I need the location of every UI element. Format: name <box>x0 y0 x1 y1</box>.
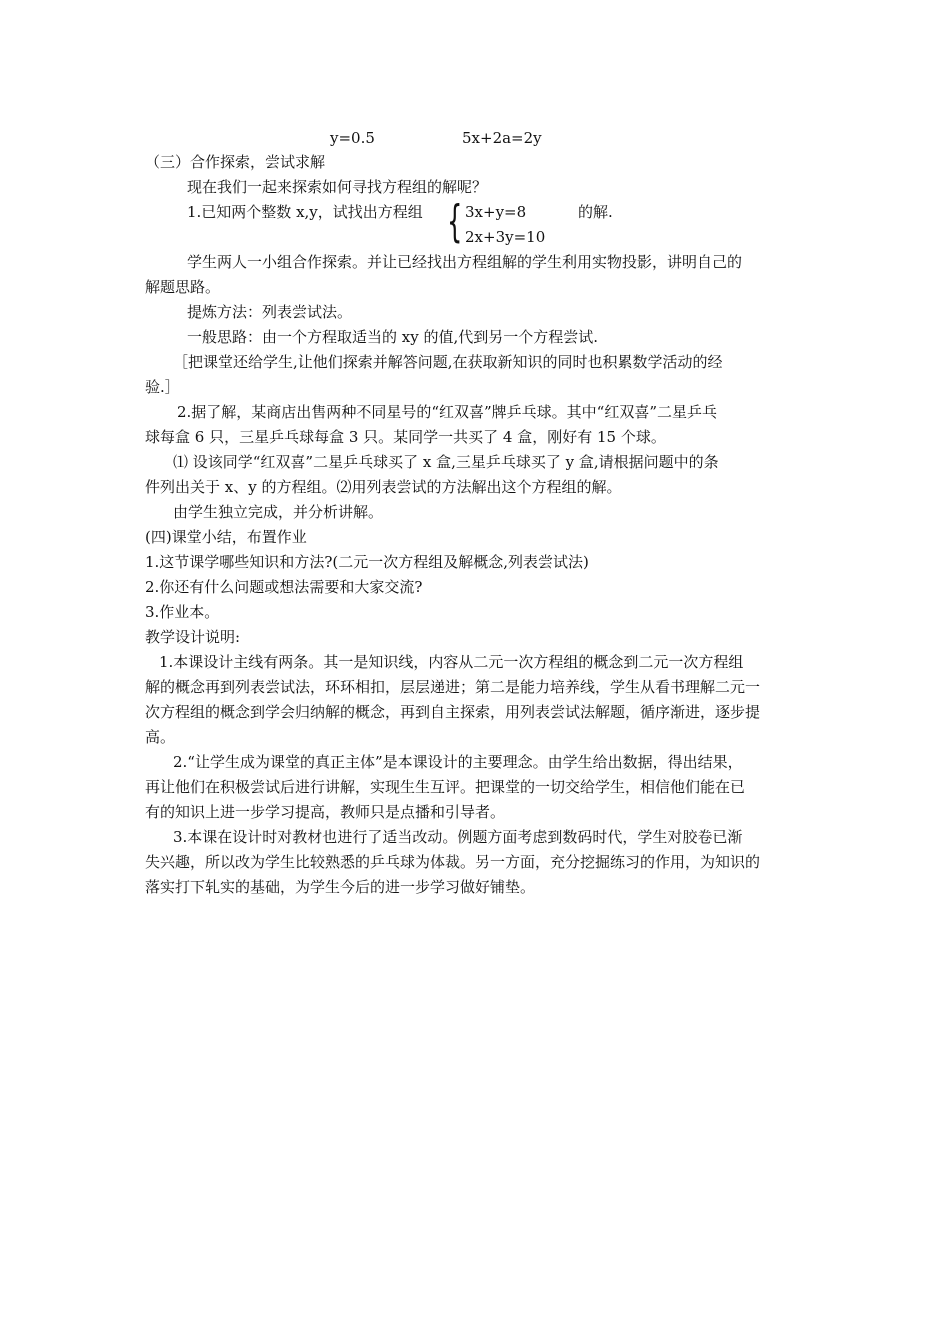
question-2-line-1: 2.据了解，某商店出售两种不同星号的“红双喜”牌乒乓球。其中“红双喜”二星乒乓 <box>177 403 717 421</box>
summary-item-1: 1.这节课学哪些知识和方法?(二元一次方程组及解概念,列表尝试法) <box>145 553 589 571</box>
method-line: 提炼方法：列表尝试法。 <box>187 303 353 321</box>
question-2-subparts-line-2: 件列出关于 x、y 的方程组。⑵用列表尝试的方法解出这个方程组的解。 <box>145 478 622 496</box>
equation-y-value: y=0.5 <box>330 129 375 147</box>
design-paragraph-1-line-1: 1.本课设计主线有两条。其一是知识线，内容从二元一次方程组的概念到二元一次方程组 <box>159 653 744 671</box>
design-paragraph-2-line-2: 再让他们在积极尝试后进行讲解，实现生生互评。把课堂的一切交给学生，相信他们能在已 <box>145 778 746 796</box>
design-notes-heading: 教学设计说明: <box>145 628 241 646</box>
section-4-heading: (四)课堂小结，布置作业 <box>145 528 307 546</box>
note-line-2: 验.］ <box>145 378 180 396</box>
section-3-intro: 现在我们一起来探索如何寻找方程组的解呢？ <box>187 178 488 196</box>
design-paragraph-1-line-4: 高。 <box>145 728 176 746</box>
design-paragraph-3-line-1: 3.本课在设计时对教材也进行了适当改动。例题方面考虑到数码时代，学生对胶卷已渐 <box>173 828 743 846</box>
design-paragraph-1-line-2: 解的概念再到列表尝试法，环环相扣，层层递进；第二是能力培养线，学生从看书理解二元一 <box>145 678 761 696</box>
design-paragraph-3-line-2: 失兴趣，所以改为学生比较熟悉的乒乓球为体裁。另一方面，充分挖掘练习的作用，为知识的 <box>145 853 761 871</box>
question-1-prefix: 1.已知两个整数 x,y，试找出方程组 <box>187 203 423 221</box>
general-idea-line: 一般思路：由一个方程取适当的 xy 的值,代到另一个方程尝试. <box>187 328 599 346</box>
question-1-suffix: 的解. <box>578 203 613 221</box>
design-paragraph-2-line-1: 2.“让学生成为课堂的真正主体”是本课设计的主要理念。由学生给出数据，得出结果， <box>173 753 743 771</box>
summary-item-3: 3.作业本。 <box>145 603 220 621</box>
design-paragraph-1-line-3: 次方程组的概念到学会归纳解的概念，再到自主探索，用列表尝试法解题，循序渐进，逐步提 <box>145 703 761 721</box>
section-3-heading: （三）合作探索，尝试求解 <box>145 153 326 171</box>
left-brace-icon: { <box>447 196 463 247</box>
question-1-equation-2: 2x+3y=10 <box>465 228 546 246</box>
design-paragraph-3-line-3: 落实打下轧实的基础，为学生今后的进一步学习做好铺垫。 <box>145 878 536 896</box>
question-2-line-2: 球每盒 6 只，三星乒乓球每盒 3 只。某同学一共买了 4 盒，刚好有 15 个球。 <box>145 428 666 446</box>
question-2-subparts-line-1: ⑴ 设该同学“红双喜”二星乒乓球买了 x 盒,三星乒乓球买了 y 盒,请根据问题中的条 <box>173 453 719 471</box>
design-paragraph-2-line-3: 有的知识上进一步学习提高，教师只是点播和引导者。 <box>145 803 506 821</box>
paragraph-group-work-line-1: 学生两人一小组合作探索。并让已经找出方程组解的学生利用实物投影，讲明自己的 <box>187 253 743 271</box>
note-line-1: ［把课堂还给学生,让他们探索并解答问题,在获取新知识的同时也积累数学活动的经 <box>173 353 723 371</box>
independent-work-line: 由学生独立完成，并分析讲解。 <box>173 503 384 521</box>
question-1-equation-1: 3x+y=8 <box>465 203 527 221</box>
equation-5x-2a: 5x+2a=2y <box>462 129 542 147</box>
paragraph-group-work-line-2: 解题思路。 <box>145 278 221 296</box>
summary-item-2: 2.你还有什么问题或想法需要和大家交流? <box>145 578 423 596</box>
